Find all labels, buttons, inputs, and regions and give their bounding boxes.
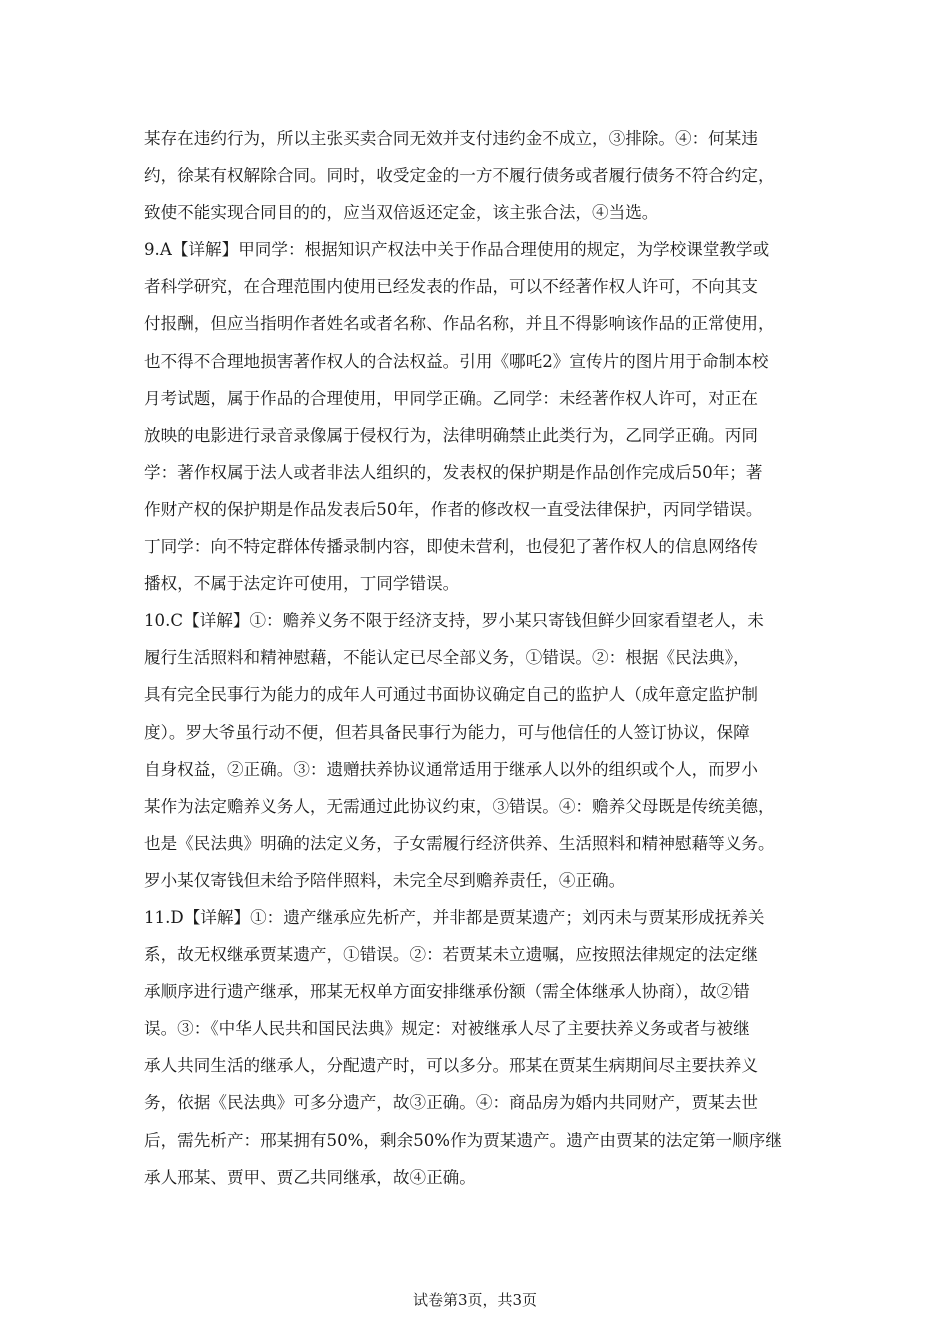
- text-line: 度）。罗大爷虽行动不便，但若具备民事行为能力，可与他信任的人签订协议，保障: [144, 722, 750, 742]
- text-line: 自身权益，②正确。③：遗赠扶养协议通常适用于继承人以外的组织或个人，而罗小: [144, 759, 758, 779]
- text-line: 也不得不合理地损害著作权人的合法权益。引用《哪吒2》宣传片的图片用于命制本校: [144, 351, 769, 371]
- document-body: [144, 120, 808, 1196]
- answer-9-heading-line: 9.A【详解】甲同学：根据知识产权法中关于作品合理使用的规定，为学校课堂教学或: [144, 240, 770, 260]
- text-line: 具有完全民事行为能力的成年人可通过书面协议确定自己的监护人（成年意定监护制: [144, 685, 758, 705]
- text-line: 付报酬，但应当指明作者姓名或者名称、作品名称，并且不得影响该作品的正常使用，: [144, 314, 775, 334]
- text-line: 某作为法定赡养义务人，无需通过此协议约束，③错误。④：赡养父母既是传统美德，: [144, 796, 775, 816]
- text-line: 某存在违约行为，所以主张买卖合同无效并支付违约金不成立，③排除。④：何某违: [144, 129, 758, 148]
- text-line: 罗小某仅寄钱但未给予陪伴照料，未完全尽到赡养责任，④正确。: [144, 870, 626, 890]
- answer-10-heading-line: 10.C【详解】①：赡养义务不限于经济支持，罗小某只寄钱但鲜少回家看望老人，未: [144, 611, 764, 631]
- text-line: 务，依据《民法典》可多分遗产，故③正确。④：商品房为婚内共同财产，贾某去世: [144, 1093, 758, 1113]
- text-line: 系，故无权继承贾某遗产，①错误。②：若贾某未立遗嘱，应按照法律规定的法定继: [144, 945, 758, 965]
- text-line: 后，需先析产：邢某拥有50%，剩余50%作为贾某遗产。遗产由贾某的法定第一顺序继: [144, 1130, 782, 1150]
- text-line: 作财产权的保护期是作品发表后50年，作者的修改权一直受法律保护，丙同学错误。: [144, 499, 763, 519]
- text-line: 承人邢某、贾甲、贾乙共同继承，故④正确。: [144, 1167, 476, 1187]
- text-line: 丁同学：向不特定群体传播录制内容，即使未营利，也侵犯了著作权人的信息网络传: [144, 537, 758, 557]
- text-line: 误。③：《中华人民共和国民法典》规定：对被继承人尽了主要扶养义务或者与被继: [144, 1019, 750, 1039]
- text-line: 学：著作权属于法人或者非法人组织的，发表权的保护期是作品创作完成后50年；著: [144, 462, 763, 482]
- text-line: 约，徐某有权解除合同。同时，收受定金的一方不履行债务或者履行债务不符合约定，: [144, 166, 775, 186]
- text-line: 致使不能实现合同目的的，应当双倍返还定金，该主张合法，④当选。: [144, 203, 659, 223]
- text-line: 者科学研究，在合理范围内使用已经发表的作品，可以不经著作权人许可，不向其支: [144, 277, 758, 297]
- answer-11-heading-line: 11.D【详解】①：遗产继承应先析产，并非都是贾某遗产；刘丙未与贾某形成抚养关: [144, 907, 765, 927]
- text-line: 履行生活照料和精神慰藉，不能认定已尽全部义务，①错误。②：根据《民法典》，: [144, 648, 750, 668]
- page-footer: 试卷第3页，共3页: [412, 1291, 538, 1309]
- text-line: 承顺序进行遗产继承，邢某无权单方面安排继承份额（需全体继承人协商），故②错: [144, 982, 750, 1002]
- text-line: 播权，不属于法定许可使用，丁同学错误。: [144, 574, 460, 594]
- text-line: 月考试题，属于作品的合理使用，甲同学正确。乙同学：未经著作权人许可，对正在: [144, 388, 758, 408]
- text-line: 也是《民法典》明确的法定义务，子女需履行经济供养、生活照料和精神慰藉等义务。: [144, 833, 775, 853]
- text-line: 承人共同生活的继承人，分配遗产时，可以多分。邢某在贾某生病期间尽主要扶养义: [144, 1056, 758, 1076]
- text-line: 放映的电影进行录音录像属于侵权行为，法律明确禁止此类行为，乙同学正确。丙同: [144, 425, 758, 445]
